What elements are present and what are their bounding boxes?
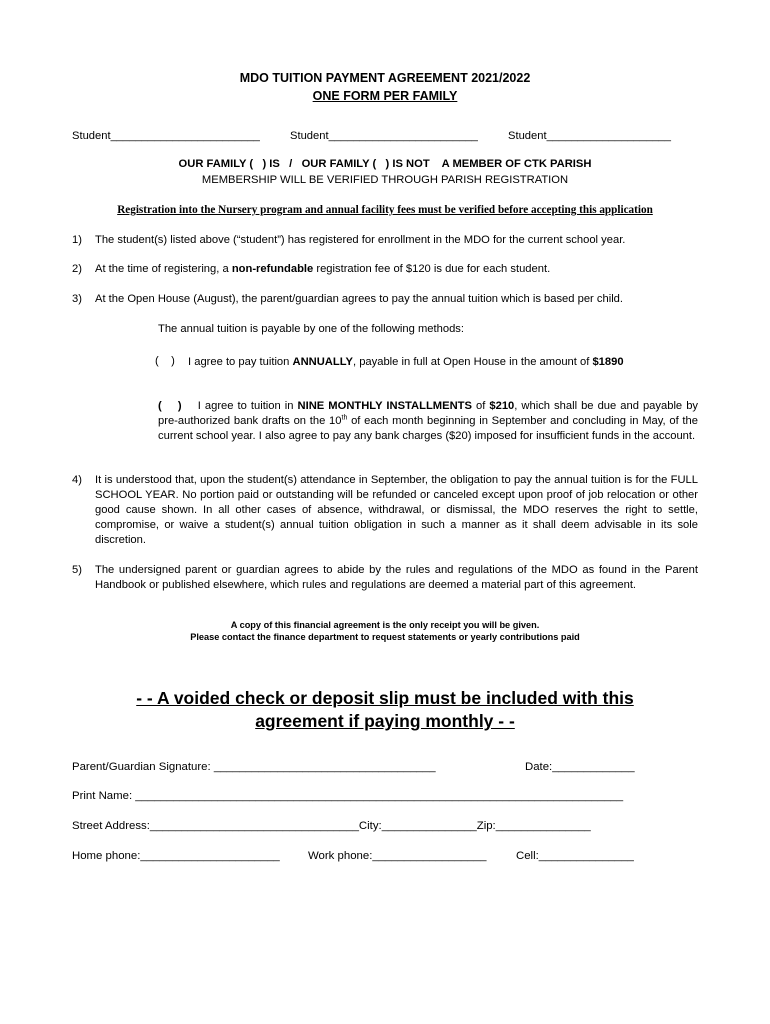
print-name-field[interactable]: Print Name: _____________________________________________________________________________ xyxy=(72,790,624,802)
item-number: 5) xyxy=(72,564,82,576)
monthly-option-text: ( ) I agree to tuition in NINE MONTHLY INSTALLMENTS of $210, which shall be due and payable by pre-authorized bank drafts on the 10th of each month beginning in September and concluding in May, of the current school year. I also agree to pay any bank charges ($20) imposed for insufficient funds in the account. xyxy=(158,400,699,442)
methods-intro: The annual tuition is payable by one of the following methods: xyxy=(158,323,464,335)
item-number: 2) xyxy=(72,263,82,275)
statements-notice: Please contact the finance department to request statements or yearly contributions paid xyxy=(190,632,580,642)
parish-membership-line[interactable]: OUR FAMILY ( ) IS / OUR FAMILY ( ) IS NOT A MEMBER OF CTK PARISH xyxy=(178,158,592,170)
registration-note: Registration into the Nursery program and annual facility fees must be verified before accepting this application xyxy=(117,204,653,216)
form-title: MDO TUITION PAYMENT AGREEMENT 2021/2022 xyxy=(239,71,531,85)
item-text: At the time of registering, a non-refundable registration fee of $120 is due for each student. xyxy=(95,263,551,275)
street-address-field[interactable]: Street Address:_________________________________City:_______________Zip:_______________ xyxy=(72,820,591,832)
form-subtitle: ONE FORM PER FAMILY xyxy=(312,89,458,103)
receipt-notice: A copy of this financial agreement is the only receipt you will be given. xyxy=(230,620,540,630)
student-field-1[interactable]: Student________________________ xyxy=(72,130,260,142)
annual-checkbox[interactable]: ( ) xyxy=(155,355,175,367)
annual-option-text: I agree to pay tuition ANNUALLY, payable in full at Open House in the amount of $1890 xyxy=(188,356,624,368)
date-field[interactable]: Date:_____________ xyxy=(525,761,635,773)
item-number: 4) xyxy=(72,474,82,486)
item-number: 1) xyxy=(72,234,82,246)
item-text: At the Open House (August), the parent/guardian agrees to pay the annual tuition which is based per child. xyxy=(95,293,624,305)
voided-check-notice-cont: agreement if paying monthly - - xyxy=(255,711,515,731)
signature-field[interactable]: Parent/Guardian Signature: ___________________________________ xyxy=(72,761,436,773)
monthly-checkbox[interactable]: ( ) xyxy=(158,400,182,412)
item-number: 3) xyxy=(72,293,82,305)
parish-verification-note: MEMBERSHIP WILL BE VERIFIED THROUGH PARISH REGISTRATION xyxy=(201,174,569,186)
item-text: It is understood that, upon the student(s) attendance in September, the obligation to pay the annual tuition is for the FULL SCHOOL YEAR. No portion paid or outstanding will be refunded or canceled except upon proof of job relocation or other good cause shown. In all other cases of absence, withdrawal, or dismissal, the MDO reserves the right to settle, compromise, or waive a student(s) annual tuition obligation in such a manner as it shall deem advisable in its sole discretion. xyxy=(95,474,698,546)
work-phone-field[interactable]: Work phone:__________________ xyxy=(308,850,487,862)
student-field-3[interactable]: Student____________________ xyxy=(508,130,672,142)
item-text: The undersigned parent or guardian agrees to abide by the rules and regulations of the MDO as found in the Parent Handbook or published elsewhere, which rules and regulations are deemed a material part of this agreement. xyxy=(95,564,698,591)
home-phone-field[interactable]: Home phone:______________________ xyxy=(72,850,280,862)
cell-phone-field[interactable]: Cell:_______________ xyxy=(516,850,634,862)
item-text: The student(s) listed above (“student”) has registered for enrollment in the MDO for the current school year. xyxy=(95,234,626,246)
student-field-2[interactable]: Student________________________ xyxy=(290,130,478,142)
voided-check-notice: - - A voided check or deposit slip must be included with this xyxy=(136,688,634,708)
